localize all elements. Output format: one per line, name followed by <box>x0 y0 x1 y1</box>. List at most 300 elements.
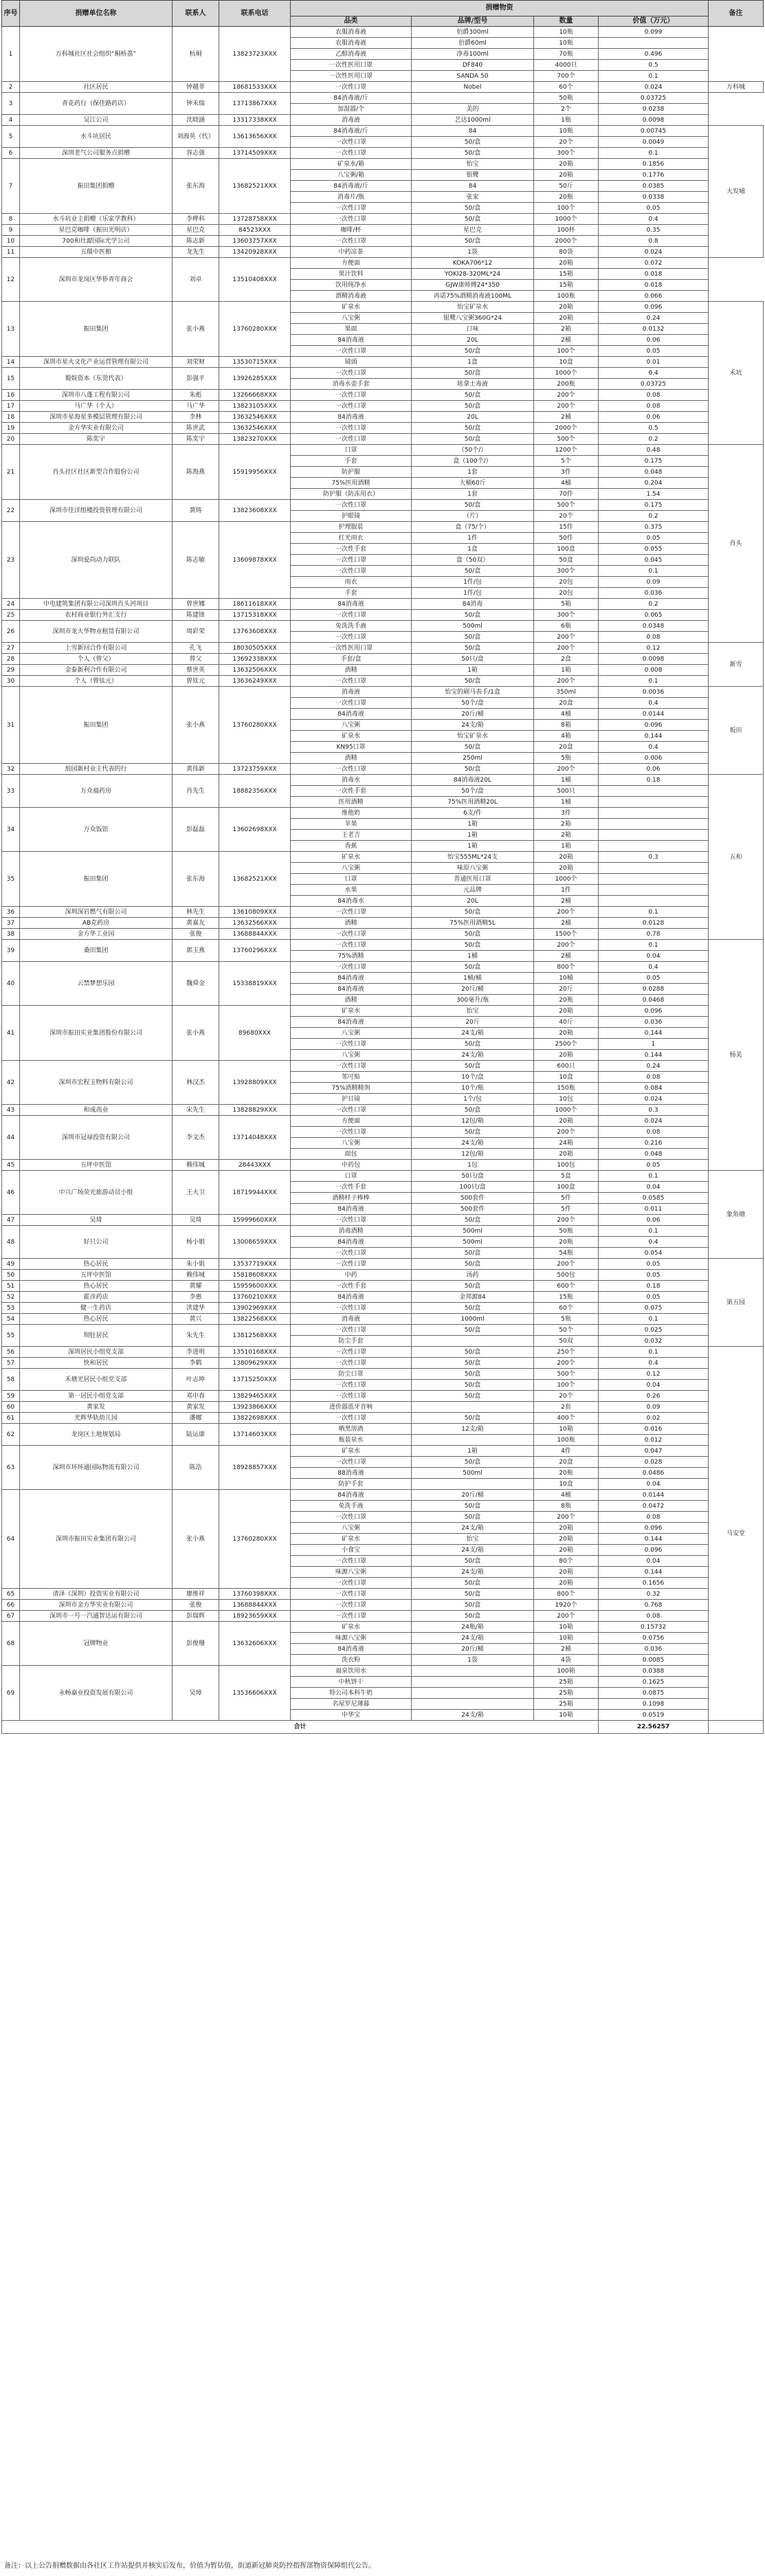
brand-cell <box>412 1677 534 1688</box>
category-cell: 84消毒液 <box>291 412 412 423</box>
value-cell: 0.05 <box>599 346 709 357</box>
quantity-cell: 8箱 <box>534 720 599 731</box>
seq-cell: 19 <box>2 423 20 434</box>
value-cell: 0.1 <box>599 1226 709 1237</box>
brand-cell: 50/盒 <box>412 203 534 214</box>
value-cell: 0.036 <box>599 1644 709 1655</box>
seq-cell: 68 <box>2 1622 20 1666</box>
contact-cell: 郭玉燕 <box>173 940 219 962</box>
brand-cell: 汤药 <box>412 1270 534 1281</box>
brand-cell: 净毒100ml <box>412 49 534 60</box>
contact-cell: 李进明 <box>173 1347 219 1358</box>
brand-cell: 50/盒 <box>412 1589 534 1600</box>
value-cell <box>599 808 709 819</box>
phone-cell: 13760296XXX <box>219 940 291 962</box>
brand-cell: 20L <box>412 896 534 907</box>
phone-cell: 13760280XXX <box>219 1490 291 1589</box>
quantity-cell: 2套 <box>534 1402 599 1413</box>
phone-cell: 13823608XXX <box>219 500 291 522</box>
quantity-cell: 2桶 <box>534 335 599 346</box>
quantity-cell: 50盒 <box>534 555 599 566</box>
quantity-cell: 10箱 <box>534 1633 599 1644</box>
category-cell: 护目镜 <box>291 1094 412 1105</box>
quantity-cell: 2桶 <box>534 412 599 423</box>
phone-cell: 13715318XXX <box>219 610 291 621</box>
value-cell: 0.024 <box>599 82 709 93</box>
seq-cell: 64 <box>2 1490 20 1589</box>
value-cell: 0.144 <box>599 1567 709 1578</box>
quantity-cell: 50瓶 <box>534 1226 599 1237</box>
brand-cell: 盒（75/个） <box>412 522 534 533</box>
phone-cell: 18719944XXX <box>219 1171 291 1215</box>
brand-cell: 50/盒 <box>412 742 534 753</box>
category-cell: 一次性口罩 <box>291 1611 412 1622</box>
seq-cell: 33 <box>2 775 20 808</box>
table-row <box>2 1358 764 1369</box>
category-cell: KN95口罩 <box>291 742 412 753</box>
contact-cell: 王大卫 <box>173 1171 219 1215</box>
company-cell: 陈奕宇 <box>20 434 173 445</box>
quantity-cell: 4桶 <box>534 1490 599 1501</box>
brand-cell: 50/盒 <box>412 1391 534 1402</box>
brand-cell: 伯爵300ml <box>412 27 534 38</box>
value-cell: 0.5 <box>599 60 709 71</box>
quantity-cell: 20箱 <box>534 1050 599 1061</box>
quantity-cell: 20箱 <box>534 1534 599 1545</box>
table-row <box>2 82 764 93</box>
category-cell: 手套 <box>291 588 412 599</box>
brand-cell: 50/盒 <box>412 907 534 918</box>
category-cell: 果面 <box>291 324 412 335</box>
category-cell: 八宝粥 <box>291 863 412 874</box>
brand-cell: 20斤/桶 <box>412 1644 534 1655</box>
brand-cell: 伯爵60ml <box>412 38 534 49</box>
quantity-cell: 250个 <box>534 1347 599 1358</box>
company-cell: 中电建筑集团有限公司深圳肖头河项目 <box>20 599 173 610</box>
category-cell: 一次性口罩 <box>291 907 412 918</box>
brand-cell: 1套 <box>412 489 534 500</box>
category-cell: 矿泉水/箱 <box>291 159 412 170</box>
value-cell: 0.4 <box>599 214 709 225</box>
value-cell <box>599 874 709 885</box>
category-cell: 瓶装泉水 <box>291 1435 412 1446</box>
value-cell: 0.78 <box>599 929 709 940</box>
quantity-cell: 5瓶 <box>534 753 599 764</box>
category-cell: 一次性手套 <box>291 1281 412 1292</box>
brand-cell: 盒（50双） <box>412 555 534 566</box>
category-cell: 免洗手液 <box>291 1501 412 1512</box>
quantity-cell: 25箱 <box>534 1688 599 1699</box>
quantity-cell: 20箱 <box>534 258 599 269</box>
value-cell: 0.075 <box>599 1303 709 1314</box>
company-cell: 中兴广场荧光旅游动员小组 <box>20 1171 173 1215</box>
quantity-cell: 20包 <box>534 588 599 599</box>
value-cell: 0.096 <box>599 1523 709 1534</box>
table-row <box>2 1061 764 1072</box>
table-row <box>2 1160 764 1171</box>
brand-cell <box>412 1402 534 1413</box>
value-cell: 0.1856 <box>599 159 709 170</box>
value-cell: 0.008 <box>599 665 709 676</box>
phone-cell: 13610809XXX <box>219 907 291 918</box>
phone-cell: 15818608XXX <box>219 1270 291 1281</box>
table-row <box>2 1226 764 1237</box>
table-row <box>2 159 764 170</box>
brand-cell: 1套 <box>412 467 534 478</box>
category-cell: 一次性口罩 <box>291 368 412 379</box>
table-row <box>2 445 764 456</box>
company-cell: 深圳市环环通国际物流有限公司 <box>20 1446 173 1490</box>
phone-cell: 13822698XXX <box>219 1413 291 1424</box>
table-row <box>2 1314 764 1325</box>
value-cell: 0.496 <box>599 49 709 60</box>
brand-cell: 50/盒 <box>412 1512 534 1523</box>
company-cell: 永畅嘉业投资发展有限公司 <box>20 1666 173 1721</box>
phone-cell: 13609878XXX <box>219 522 291 599</box>
value-cell: 0.05 <box>599 203 709 214</box>
company-cell: 振田集团 <box>20 302 173 357</box>
quantity-cell: 15箱 <box>534 280 599 291</box>
brand-cell: 50/盒 <box>412 137 534 148</box>
brand-cell: YOKI28-320ML*24 <box>412 269 534 280</box>
quantity-cell: 15箱 <box>534 269 599 280</box>
category-cell: 一次性口罩 <box>291 764 412 775</box>
company-cell: 深圳市星海星多模层管理有限公司 <box>20 412 173 423</box>
table-row <box>2 148 764 159</box>
value-cell: 0.08 <box>599 401 709 412</box>
company-cell: 热心居民 <box>20 1314 173 1325</box>
value-cell: 0.028 <box>599 1457 709 1468</box>
quantity-cell: 20箱 <box>534 313 599 324</box>
contact-cell: 赖伟城 <box>173 1160 219 1171</box>
phone-cell: 13688844XXX <box>219 929 291 940</box>
category-cell: 酒精样子棒棒 <box>291 1193 412 1204</box>
seq-cell: 40 <box>2 962 20 1006</box>
brand-cell: 10个/盒 <box>412 1072 534 1083</box>
contact-cell: 李惠 <box>173 1292 219 1303</box>
brand-cell: 250ml <box>412 753 534 764</box>
value-cell: 0.09 <box>599 1402 709 1413</box>
quantity-cell: 4袋 <box>534 1655 599 1666</box>
contact-cell: 彭俊珊 <box>173 1622 219 1666</box>
quantity-cell: 200个 <box>534 401 599 412</box>
value-cell <box>599 38 709 49</box>
value-cell <box>599 841 709 852</box>
quantity-cell: 200个 <box>534 1259 599 1270</box>
seq-cell: 3 <box>2 93 20 115</box>
table-row <box>2 1490 764 1501</box>
category-cell: 75%酒精 <box>291 951 412 962</box>
value-cell: 0.03725 <box>599 93 709 104</box>
seq-cell: 50 <box>2 1270 20 1281</box>
quantity-cell: 20箱 <box>534 302 599 313</box>
phone-cell: 13760210XXX <box>219 1292 291 1303</box>
quantity-cell: 300个 <box>534 610 599 621</box>
quantity-cell: 2桶 <box>534 951 599 962</box>
value-cell <box>599 896 709 907</box>
category-cell: 一次性口罩 <box>291 1127 412 1138</box>
brand-cell: SANDA 50 <box>412 71 534 82</box>
quantity-cell: 5盒 <box>534 1171 599 1182</box>
quantity-cell: 4桶 <box>534 478 599 489</box>
table-row <box>2 1424 764 1435</box>
category-cell: 名屋罗尼薄暮 <box>291 1699 412 1710</box>
contact-cell: 陈志新 <box>173 236 219 247</box>
table-row <box>2 1171 764 1182</box>
brand-cell: 50/盒 <box>412 1380 534 1391</box>
brand-cell: 50/盒 <box>412 1325 534 1336</box>
category-cell: 酒精消毒液 <box>291 291 412 302</box>
value-cell: 0.096 <box>599 1006 709 1017</box>
value-cell: 0.1656 <box>599 1578 709 1589</box>
value-cell: 0.204 <box>599 478 709 489</box>
company-cell: 坝肚居民 <box>20 1325 173 1347</box>
company-cell: 五坪中医馆 <box>20 1160 173 1171</box>
brand-cell: 再诺75%酒精消毒液100ML <box>412 291 534 302</box>
contact-cell: 邓中春 <box>173 1391 219 1402</box>
quantity-cell: 20个 <box>534 511 599 522</box>
quantity-cell: 100个 <box>534 203 599 214</box>
quantity-cell: 4件 <box>534 1446 599 1457</box>
value-cell: 0.4 <box>599 698 709 709</box>
category-cell: 84消毒液/斤 <box>291 93 412 104</box>
quantity-cell: 1000个 <box>534 368 599 379</box>
company-cell: 琅园新村业主代表的行 <box>20 764 173 775</box>
category-cell: 中华宝 <box>291 1710 412 1721</box>
quantity-cell: 200个 <box>534 390 599 401</box>
brand-cell <box>412 1479 534 1490</box>
brand-cell: 50只/盒 <box>412 654 534 665</box>
value-cell <box>599 885 709 896</box>
quantity-cell: 2桶 <box>534 918 599 929</box>
brand-cell: 24瓶/箱 <box>412 1622 534 1633</box>
quantity-cell: 40斤 <box>534 1017 599 1028</box>
phone-cell: 18928857XXX <box>219 1446 291 1490</box>
brand-cell: 50/盒 <box>412 401 534 412</box>
table-row <box>2 423 764 434</box>
phone-cell: 13530715XXX <box>219 357 291 368</box>
brand-cell: 24支/箱 <box>412 1523 534 1534</box>
brand-cell: 1箱 <box>412 1446 534 1457</box>
category-cell: 一次性口罩 <box>291 137 412 148</box>
company-cell: 禾塘光居民小组党支部 <box>20 1369 173 1391</box>
value-cell: 0.26 <box>599 1391 709 1402</box>
category-cell: 一次性口罩 <box>291 1600 412 1611</box>
brand-cell: 50/盒 <box>412 1413 534 1424</box>
quantity-cell: 2个 <box>534 104 599 115</box>
category-cell: 小食宝 <box>291 1545 412 1556</box>
region-cell: 新雪 <box>709 643 764 687</box>
quantity-cell: 15件 <box>534 522 599 533</box>
quantity-cell: 500只 <box>534 786 599 797</box>
brand-cell: 金邦源84 <box>412 1292 534 1303</box>
value-cell: 0.00745 <box>599 126 709 137</box>
category-cell: 防尘口罩 <box>291 1369 412 1380</box>
quantity-cell: 1桶 <box>534 797 599 808</box>
brand-cell: 1盒 <box>412 544 534 555</box>
quantity-cell: 20个 <box>534 1391 599 1402</box>
brand-cell: 12包/箱 <box>412 1149 534 1160</box>
contact-cell: 黄伟新 <box>173 764 219 775</box>
value-cell: 1.54 <box>599 489 709 500</box>
brand-cell: 艺达1000ml <box>412 115 534 126</box>
value-cell: 0.24 <box>599 1061 709 1072</box>
contact-cell: 李林 <box>173 412 219 423</box>
value-cell: 0.4 <box>599 1237 709 1248</box>
table-row <box>2 1402 764 1413</box>
phone-cell: 13632506XXX <box>219 665 291 676</box>
seq-cell: 8 <box>2 214 20 225</box>
table-row <box>2 1622 764 1633</box>
category-cell: 消毒液 <box>291 115 412 126</box>
brand-cell: 10个/瓶 <box>412 1083 534 1094</box>
value-cell: 0.0132 <box>599 324 709 335</box>
phone-cell: 13923866XXX <box>219 1402 291 1413</box>
quantity-cell: 1000个 <box>534 1105 599 1116</box>
header-brand: 品牌/型号 <box>412 16 534 27</box>
company-cell: 好只公司 <box>20 1226 173 1259</box>
value-cell: 0.1 <box>599 907 709 918</box>
phone-cell: 13760398XXX <box>219 1589 291 1600</box>
brand-cell: 50/盒 <box>412 929 534 940</box>
table-row <box>2 1325 764 1336</box>
phone-cell: 13682521XXX <box>219 159 291 214</box>
quantity-cell: 200个 <box>534 1127 599 1138</box>
quantity-cell: 800个 <box>534 1589 599 1600</box>
seq-cell: 15 <box>2 368 20 390</box>
category-cell: 方便面 <box>291 258 412 269</box>
brand-cell: 50/盒 <box>412 148 534 159</box>
value-cell: 0.175 <box>599 456 709 467</box>
category-cell: 一次性口罩 <box>291 203 412 214</box>
quantity-cell: 4000只 <box>534 60 599 71</box>
seq-cell: 55 <box>2 1325 20 1347</box>
brand-cell: GJW康师傅24*350 <box>412 280 534 291</box>
phone-cell: 18882356XXX <box>219 775 291 808</box>
contact-cell: 陈浩 <box>173 1446 219 1490</box>
contact-cell: 容志强 <box>173 148 219 159</box>
brand-cell: 50/盒 <box>412 1358 534 1369</box>
category-cell: 84消毒液 <box>291 1017 412 1028</box>
category-cell: 护眼镜 <box>291 511 412 522</box>
category-cell: 84消毒液 <box>291 1237 412 1248</box>
brand-cell: 50/盒 <box>412 643 534 654</box>
category-cell: 矿泉水 <box>291 731 412 742</box>
category-cell: 一次性口罩 <box>291 346 412 357</box>
seq-cell: 20 <box>2 434 20 445</box>
company-cell: 深圳市宏程玉物料有限公司 <box>20 1061 173 1105</box>
quantity-cell: 20瓶 <box>534 1468 599 1479</box>
category-cell: 一次性口罩 <box>291 929 412 940</box>
brand-cell: 75%医用酒精5L <box>412 918 534 929</box>
value-cell: 0.018 <box>599 269 709 280</box>
category-cell: 84消毒液 <box>291 599 412 610</box>
brand-cell: 美的 <box>412 104 534 115</box>
seq-cell: 36 <box>2 907 20 918</box>
brand-cell: 20L <box>412 335 534 346</box>
company-cell: 光辉华轨幼儿园 <box>20 1413 173 1424</box>
seq-cell: 42 <box>2 1061 20 1105</box>
value-cell: 0.02 <box>599 1413 709 1424</box>
category-cell: 福泉饮用水 <box>291 1666 412 1677</box>
total-value: 22.56257 <box>599 1721 709 1734</box>
value-cell: 0.018 <box>599 280 709 291</box>
contact-cell: 洪建华 <box>173 1303 219 1314</box>
category-cell: 苹果 <box>291 819 412 830</box>
table-row <box>2 1215 764 1226</box>
quantity-cell: 20盒 <box>534 1457 599 1468</box>
contact-cell: 吴璋 <box>173 1666 219 1721</box>
brand-cell: 怡宝 <box>412 1006 534 1017</box>
seq-cell: 2 <box>2 82 20 93</box>
brand-cell: 50只/盒 <box>412 1171 534 1182</box>
table-row <box>2 522 764 533</box>
value-cell: 0.4 <box>599 742 709 753</box>
category-cell: 农服消毒液 <box>291 38 412 49</box>
category-cell: 一次性口罩 <box>291 962 412 973</box>
table-row <box>2 775 764 786</box>
company-cell: 和成高业 <box>20 1105 173 1116</box>
phone-cell: 13723759XXX <box>219 764 291 775</box>
table-row <box>2 412 764 423</box>
company-cell: 热心居民 <box>20 1259 173 1270</box>
phone-cell: 18611618XXX <box>219 599 291 610</box>
seq-cell: 14 <box>2 357 20 368</box>
brand-cell: 20斤/桶 <box>412 984 534 995</box>
value-cell: 1 <box>599 1039 709 1050</box>
phone-cell: 13728758XXX <box>219 214 291 225</box>
brand-cell: 1盒 <box>412 357 534 368</box>
value-cell: 0.4 <box>599 962 709 973</box>
brand-cell: 盒（100个/） <box>412 456 534 467</box>
contact-cell: 钟禾瑞 <box>173 93 219 115</box>
category-cell: 一次性口罩 <box>291 1589 412 1600</box>
contact-cell: 刘卓 <box>173 258 219 302</box>
table-row <box>2 1259 764 1270</box>
contact-cell: 张东海 <box>173 159 219 214</box>
region-cell: 第五园 <box>709 1259 764 1347</box>
company-cell: 深圳市金方华实业有限公司 <box>20 1600 173 1611</box>
quantity-cell: 50瓶 <box>534 93 599 104</box>
category-cell: 84消毒液/斤 <box>291 181 412 192</box>
table-header <box>2 1 764 16</box>
brand-cell: 元品牌 <box>412 885 534 896</box>
brand-cell: （片） <box>412 511 534 522</box>
category-cell: 口罩 <box>291 445 412 456</box>
header-value: 价值（万元） <box>599 16 709 27</box>
quantity-cell: 2箱 <box>534 324 599 335</box>
category-cell: 特公司本科牛奶 <box>291 1688 412 1699</box>
value-cell: 0.08 <box>599 632 709 643</box>
quantity-cell: 500个 <box>534 1369 599 1380</box>
company-cell: 农村商业银行外汇支行 <box>20 610 173 621</box>
brand-cell: 24支/箱 <box>412 1710 534 1721</box>
brand-cell: 50/盒 <box>412 1578 534 1589</box>
brand-cell: 50/盒 <box>412 1061 534 1072</box>
quantity-cell: 20箱 <box>534 852 599 863</box>
seq-cell: 44 <box>2 1116 20 1160</box>
seq-cell: 13 <box>2 302 20 357</box>
phone-cell: 13926285XXX <box>219 368 291 390</box>
brand-cell: 50/盒 <box>412 1248 534 1259</box>
table-row <box>2 610 764 621</box>
quantity-cell: 2000个 <box>534 423 599 434</box>
contact-cell: 张小燕 <box>173 1490 219 1589</box>
category-cell: 一次性口罩 <box>291 1105 412 1116</box>
category-cell: 84消毒液 <box>291 335 412 346</box>
category-cell: 84消毒液 <box>291 984 412 995</box>
category-cell: 防护手套 <box>291 1479 412 1490</box>
